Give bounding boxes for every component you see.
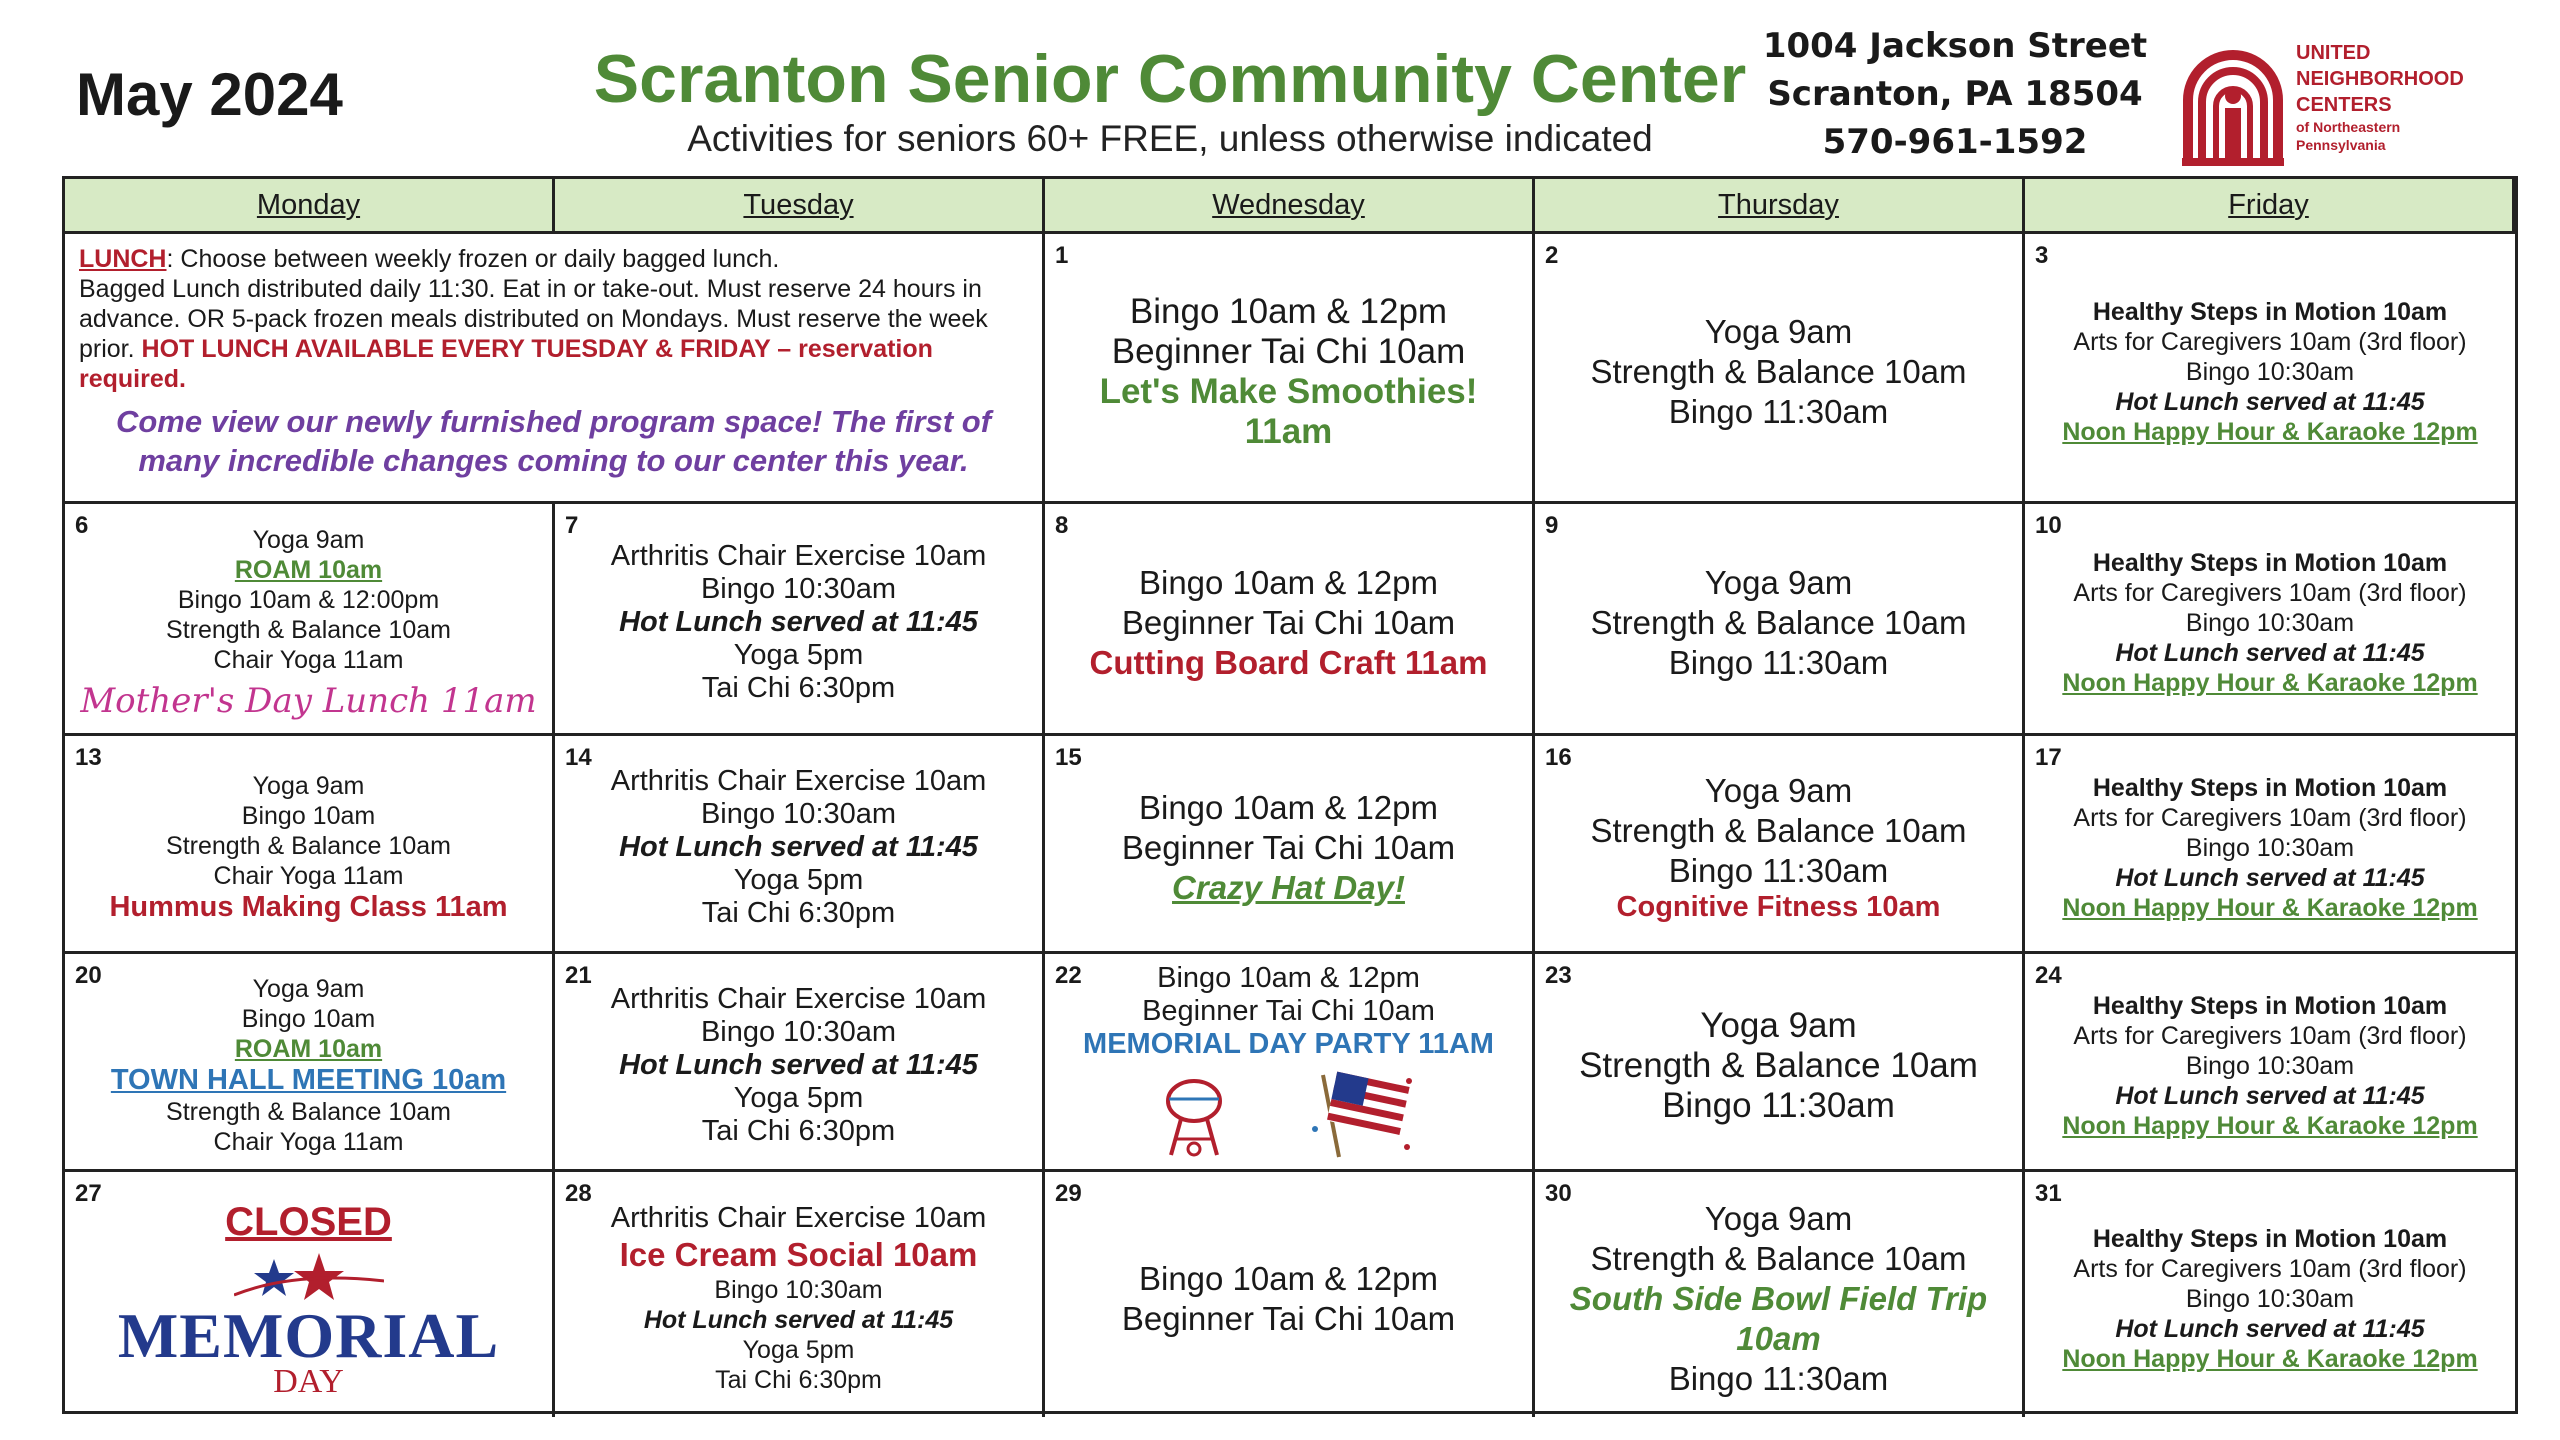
event-special-time: 11am [1244, 411, 1333, 451]
event: Hot Lunch served at 11:45 [2115, 638, 2425, 667]
event: Tai Chi 6:30pm [715, 1366, 882, 1394]
month-title: May 2024 [76, 61, 343, 128]
day-cell-29 [1045, 1172, 1535, 1417]
event: Bingo 10:30am [2185, 833, 2355, 862]
event-link[interactable]: Noon Happy Hour & Karaoke 12pm [2062, 1111, 2478, 1140]
event: Hot Lunch served at 11:45 [619, 1049, 978, 1081]
event: Strength & Balance 10am [1590, 812, 1967, 849]
event-link[interactable]: TOWN HALL MEETING 10am [110, 1064, 507, 1096]
day-cell-23 [1535, 954, 2025, 1172]
event: Hot Lunch served at 11:45 [2115, 387, 2425, 416]
event: Strength & Balance 10am [1590, 352, 1967, 390]
event: Bingo 10am & 12:00pm [177, 585, 440, 614]
event: Beginner Tai Chi 10am [1121, 828, 1456, 866]
event: Yoga 5pm [733, 1082, 864, 1114]
date-number: 31 [2035, 1180, 2062, 1207]
event: Healthy Steps in Motion 10am [2092, 1224, 2448, 1253]
day-cell-1 [1045, 234, 1535, 504]
day-cell-22 [1045, 954, 1535, 1172]
date-number: 30 [1545, 1180, 1572, 1207]
address-block [1745, 22, 2165, 166]
event: Bingo 10:30am [700, 798, 897, 830]
date-number: 7 [565, 512, 579, 539]
day-cell-20 [65, 954, 555, 1172]
day-cell-30 [1535, 1172, 2025, 1417]
event-special: Hummus Making Class 11am [109, 891, 508, 923]
memorial-day-graphic [118, 1251, 499, 1398]
date-number: 29 [1055, 1180, 1082, 1207]
date-number: 14 [565, 744, 592, 771]
event: Beginner Tai Chi 10am [1121, 1299, 1456, 1337]
event: Chair Yoga 11am [213, 1128, 404, 1156]
event: Arts for Caregivers 10am (3rd floor) [2073, 803, 2467, 832]
event: Tai Chi 6:30pm [701, 897, 896, 929]
event-special-time: 10am [1736, 1319, 1821, 1357]
event-link[interactable]: Noon Happy Hour & Karaoke 12pm [2062, 417, 2478, 446]
event: Yoga 9am [252, 525, 365, 554]
event: Tai Chi 6:30pm [701, 672, 896, 704]
event: Healthy Steps in Motion 10am [2092, 991, 2448, 1020]
lunch-text-1: : Choose between weekly frozen or daily bagged lunch. [166, 245, 780, 273]
day-cell-27 [65, 1172, 555, 1417]
day-cell-8 [1045, 504, 1535, 736]
subtitle: Activities for seniors 60+ FREE, unless otherwise indicated [687, 118, 1653, 159]
event: Bingo 10:30am [2185, 1051, 2355, 1080]
event: Bingo 10:30am [2185, 608, 2355, 637]
event: Bingo 10am & 12pm [1129, 291, 1448, 331]
day-cell-16 [1535, 736, 2025, 954]
day-header-wednesday: Wednesday [1045, 179, 1535, 234]
event: Yoga 9am [1704, 563, 1853, 601]
event: Beginner Tai Chi 10am [1142, 995, 1435, 1027]
logo-line-3: CENTERS [2296, 94, 2392, 116]
lunch-details [79, 274, 1028, 394]
date-number: 27 [75, 1180, 102, 1207]
event: Bingo 10am & 12pm [1138, 788, 1438, 826]
event-link[interactable]: Crazy Hat Day! [1172, 868, 1405, 906]
event-special: Cutting Board Craft 11am [1089, 643, 1488, 681]
event: Arts for Caregivers 10am (3rd floor) [2073, 1021, 2467, 1050]
event: Hot Lunch served at 11:45 [619, 831, 978, 863]
day-header-friday: Friday [2025, 179, 2515, 234]
phone-number: 570-961-1592 [1822, 122, 2088, 162]
center-name: Scranton Senior Community Center [593, 41, 1747, 117]
day-cell-13 [65, 736, 555, 954]
event: Yoga 9am [252, 772, 365, 800]
event: Arthritis Chair Exercise 10am [610, 540, 987, 572]
event: Arthritis Chair Exercise 10am [610, 765, 987, 797]
lunch-info-note [65, 234, 1045, 504]
date-number: 3 [2035, 242, 2049, 269]
event: Strength & Balance 10am [1590, 603, 1967, 641]
day-cell-17 [2025, 736, 2515, 954]
event-link[interactable]: Noon Happy Hour & Karaoke 12pm [2062, 1344, 2478, 1373]
event: Arts for Caregivers 10am (3rd floor) [2073, 578, 2467, 607]
logo-line-5: Pennsylvania [2296, 137, 2386, 153]
calendar-grid [62, 176, 2518, 1414]
event-link[interactable]: Noon Happy Hour & Karaoke 12pm [2062, 893, 2478, 922]
event: Tai Chi 6:30pm [701, 1115, 896, 1147]
day-cell-7 [555, 504, 1045, 736]
event-link[interactable]: Noon Happy Hour & Karaoke 12pm [2062, 668, 2478, 697]
event: Healthy Steps in Motion 10am [2092, 548, 2448, 577]
closed-notice: CLOSED [225, 1199, 392, 1244]
date-number: 9 [1545, 512, 1559, 539]
date-number: 15 [1055, 744, 1082, 771]
date-number: 20 [75, 962, 102, 989]
event: Yoga 5pm [733, 639, 864, 671]
date-number: 13 [75, 744, 102, 771]
day-word: DAY [273, 1362, 344, 1400]
day-cell-3 [2025, 234, 2515, 504]
grill-icon [1159, 1069, 1229, 1159]
day-cell-28 [555, 1172, 1045, 1417]
address-city: Scranton, PA 18504 [1767, 74, 2143, 114]
event: Arthritis Chair Exercise 10am [610, 1202, 987, 1234]
event-special: Ice Cream Social 10am [619, 1236, 978, 1273]
date-number: 22 [1055, 962, 1082, 989]
promo-message: Come view our newly furnished program space! The first of many incredible changes coming to our center this year. [115, 404, 992, 478]
day-cell-24 [2025, 954, 2515, 1172]
event: Bingo 10am & 12pm [1138, 1259, 1438, 1297]
event: Bingo 11:30am [1668, 643, 1889, 681]
logo-text [2296, 40, 2464, 154]
date-number: 17 [2035, 744, 2062, 771]
event: Bingo 10:30am [700, 1016, 897, 1048]
event-special: MEMORIAL DAY PARTY 11AM [1083, 1028, 1494, 1060]
day-header-thursday: Thursday [1535, 179, 2025, 234]
event-special: Mother's Day Lunch 11am [80, 680, 537, 721]
event: Arts for Caregivers 10am (3rd floor) [2073, 327, 2467, 356]
event: Bingo 11:30am [1668, 392, 1889, 430]
hot-lunch-note: HOT LUNCH AVAILABLE EVERY TUESDAY & FRIDAY – reservation required. [79, 335, 933, 393]
event: Bingo 10:30am [2185, 1284, 2355, 1313]
star-icon [234, 1251, 384, 1301]
event: Hot Lunch served at 11:45 [619, 606, 978, 638]
day-cell-14 [555, 736, 1045, 954]
event: Yoga 9am [252, 975, 365, 1003]
event: Beginner Tai Chi 10am [1111, 331, 1466, 371]
event: Bingo 11:30am [1668, 1359, 1889, 1397]
lunch-label: LUNCH [79, 245, 167, 273]
event: Yoga 9am [1704, 312, 1853, 350]
event: Bingo 11:30am [1662, 1085, 1895, 1125]
day-header-monday: Monday [65, 179, 555, 234]
event: Bingo 10:30am [2185, 357, 2355, 386]
date-number: 6 [75, 512, 89, 539]
event: Bingo 10am & 12pm [1138, 563, 1438, 601]
event: Yoga 5pm [733, 864, 864, 896]
event: Bingo 10am & 12pm [1157, 962, 1420, 994]
event: Bingo 10am [241, 802, 376, 830]
date-number: 28 [565, 1180, 592, 1207]
event: Strength & Balance 10am [166, 1098, 451, 1126]
date-number: 10 [2035, 512, 2062, 539]
date-number: 16 [1545, 744, 1572, 771]
lunch-text [79, 244, 1028, 274]
event: Yoga 9am [1704, 772, 1853, 809]
day-cell-10 [2025, 504, 2515, 736]
event: Chair Yoga 11am [213, 645, 404, 674]
address-street: 1004 Jackson Street [1762, 26, 2148, 66]
event: Bingo 11:30am [1668, 852, 1889, 889]
event: Strength & Balance 10am [1590, 1239, 1967, 1277]
day-cell-9 [1535, 504, 2025, 736]
event: Arts for Caregivers 10am (3rd floor) [2073, 1254, 2467, 1283]
event: Strength & Balance 10am [166, 615, 451, 644]
date-number: 2 [1545, 242, 1559, 269]
event-special: Let's Make Smoothies! [1099, 371, 1478, 411]
event: Hot Lunch served at 11:45 [2115, 1314, 2425, 1343]
day-cell-15 [1045, 736, 1535, 954]
event: Bingo 10:30am [700, 573, 897, 605]
event: Hot Lunch served at 11:45 [2115, 863, 2425, 892]
lunch-text-2: Bagged Lunch distributed daily 11:30. Eat in or take-out. Must reserve 24 hours in advance. OR 5-pack frozen meals distributed on Mondays. Must reserve the week prior. [79, 275, 988, 363]
event: Yoga 9am [1700, 1005, 1857, 1045]
event: Bingo 10:30am [714, 1276, 883, 1304]
day-cell-31 [2025, 1172, 2515, 1417]
date-number: 1 [1055, 242, 1069, 269]
logo-line-4: of Northeastern [2296, 119, 2401, 135]
logo-line-1: UNITED [2296, 42, 2371, 64]
event-link[interactable]: ROAM 10am [234, 1035, 383, 1063]
event: Beginner Tai Chi 10am [1121, 603, 1456, 641]
event: Hot Lunch served at 11:45 [2115, 1081, 2425, 1110]
memorial-word: MEMORIAL [117, 1299, 500, 1371]
event: Hot Lunch served at 11:45 [643, 1306, 954, 1334]
event: Strength & Balance 10am [166, 832, 451, 860]
unc-logo [2178, 30, 2508, 170]
logo-line-2: NEIGHBORHOOD [2296, 68, 2464, 90]
event-special: South Side Bowl Field Trip [1569, 1279, 1988, 1317]
day-cell-21 [555, 954, 1045, 1172]
event: Healthy Steps in Motion 10am [2092, 297, 2448, 326]
unc-logo-icon [2178, 30, 2288, 170]
event: Yoga 5pm [742, 1336, 855, 1364]
date-number: 23 [1545, 962, 1572, 989]
day-cell-6 [65, 504, 555, 736]
event-special: Cognitive Fitness 10am [1616, 891, 1941, 923]
day-header-tuesday: Tuesday [555, 179, 1045, 234]
event-link[interactable]: ROAM 10am [234, 555, 383, 584]
event: Chair Yoga 11am [213, 862, 404, 890]
event: Bingo 10am [241, 1005, 376, 1033]
american-flag-icon [1309, 1069, 1419, 1159]
event: Yoga 9am [1704, 1199, 1853, 1237]
date-number: 21 [565, 962, 592, 989]
event: Strength & Balance 10am [1579, 1045, 1978, 1085]
date-number: 8 [1055, 512, 1069, 539]
event: Arthritis Chair Exercise 10am [610, 983, 987, 1015]
event: Healthy Steps in Motion 10am [2092, 773, 2448, 802]
day-cell-2 [1535, 234, 2025, 504]
party-art [1159, 1069, 1419, 1159]
date-number: 24 [2035, 962, 2062, 989]
